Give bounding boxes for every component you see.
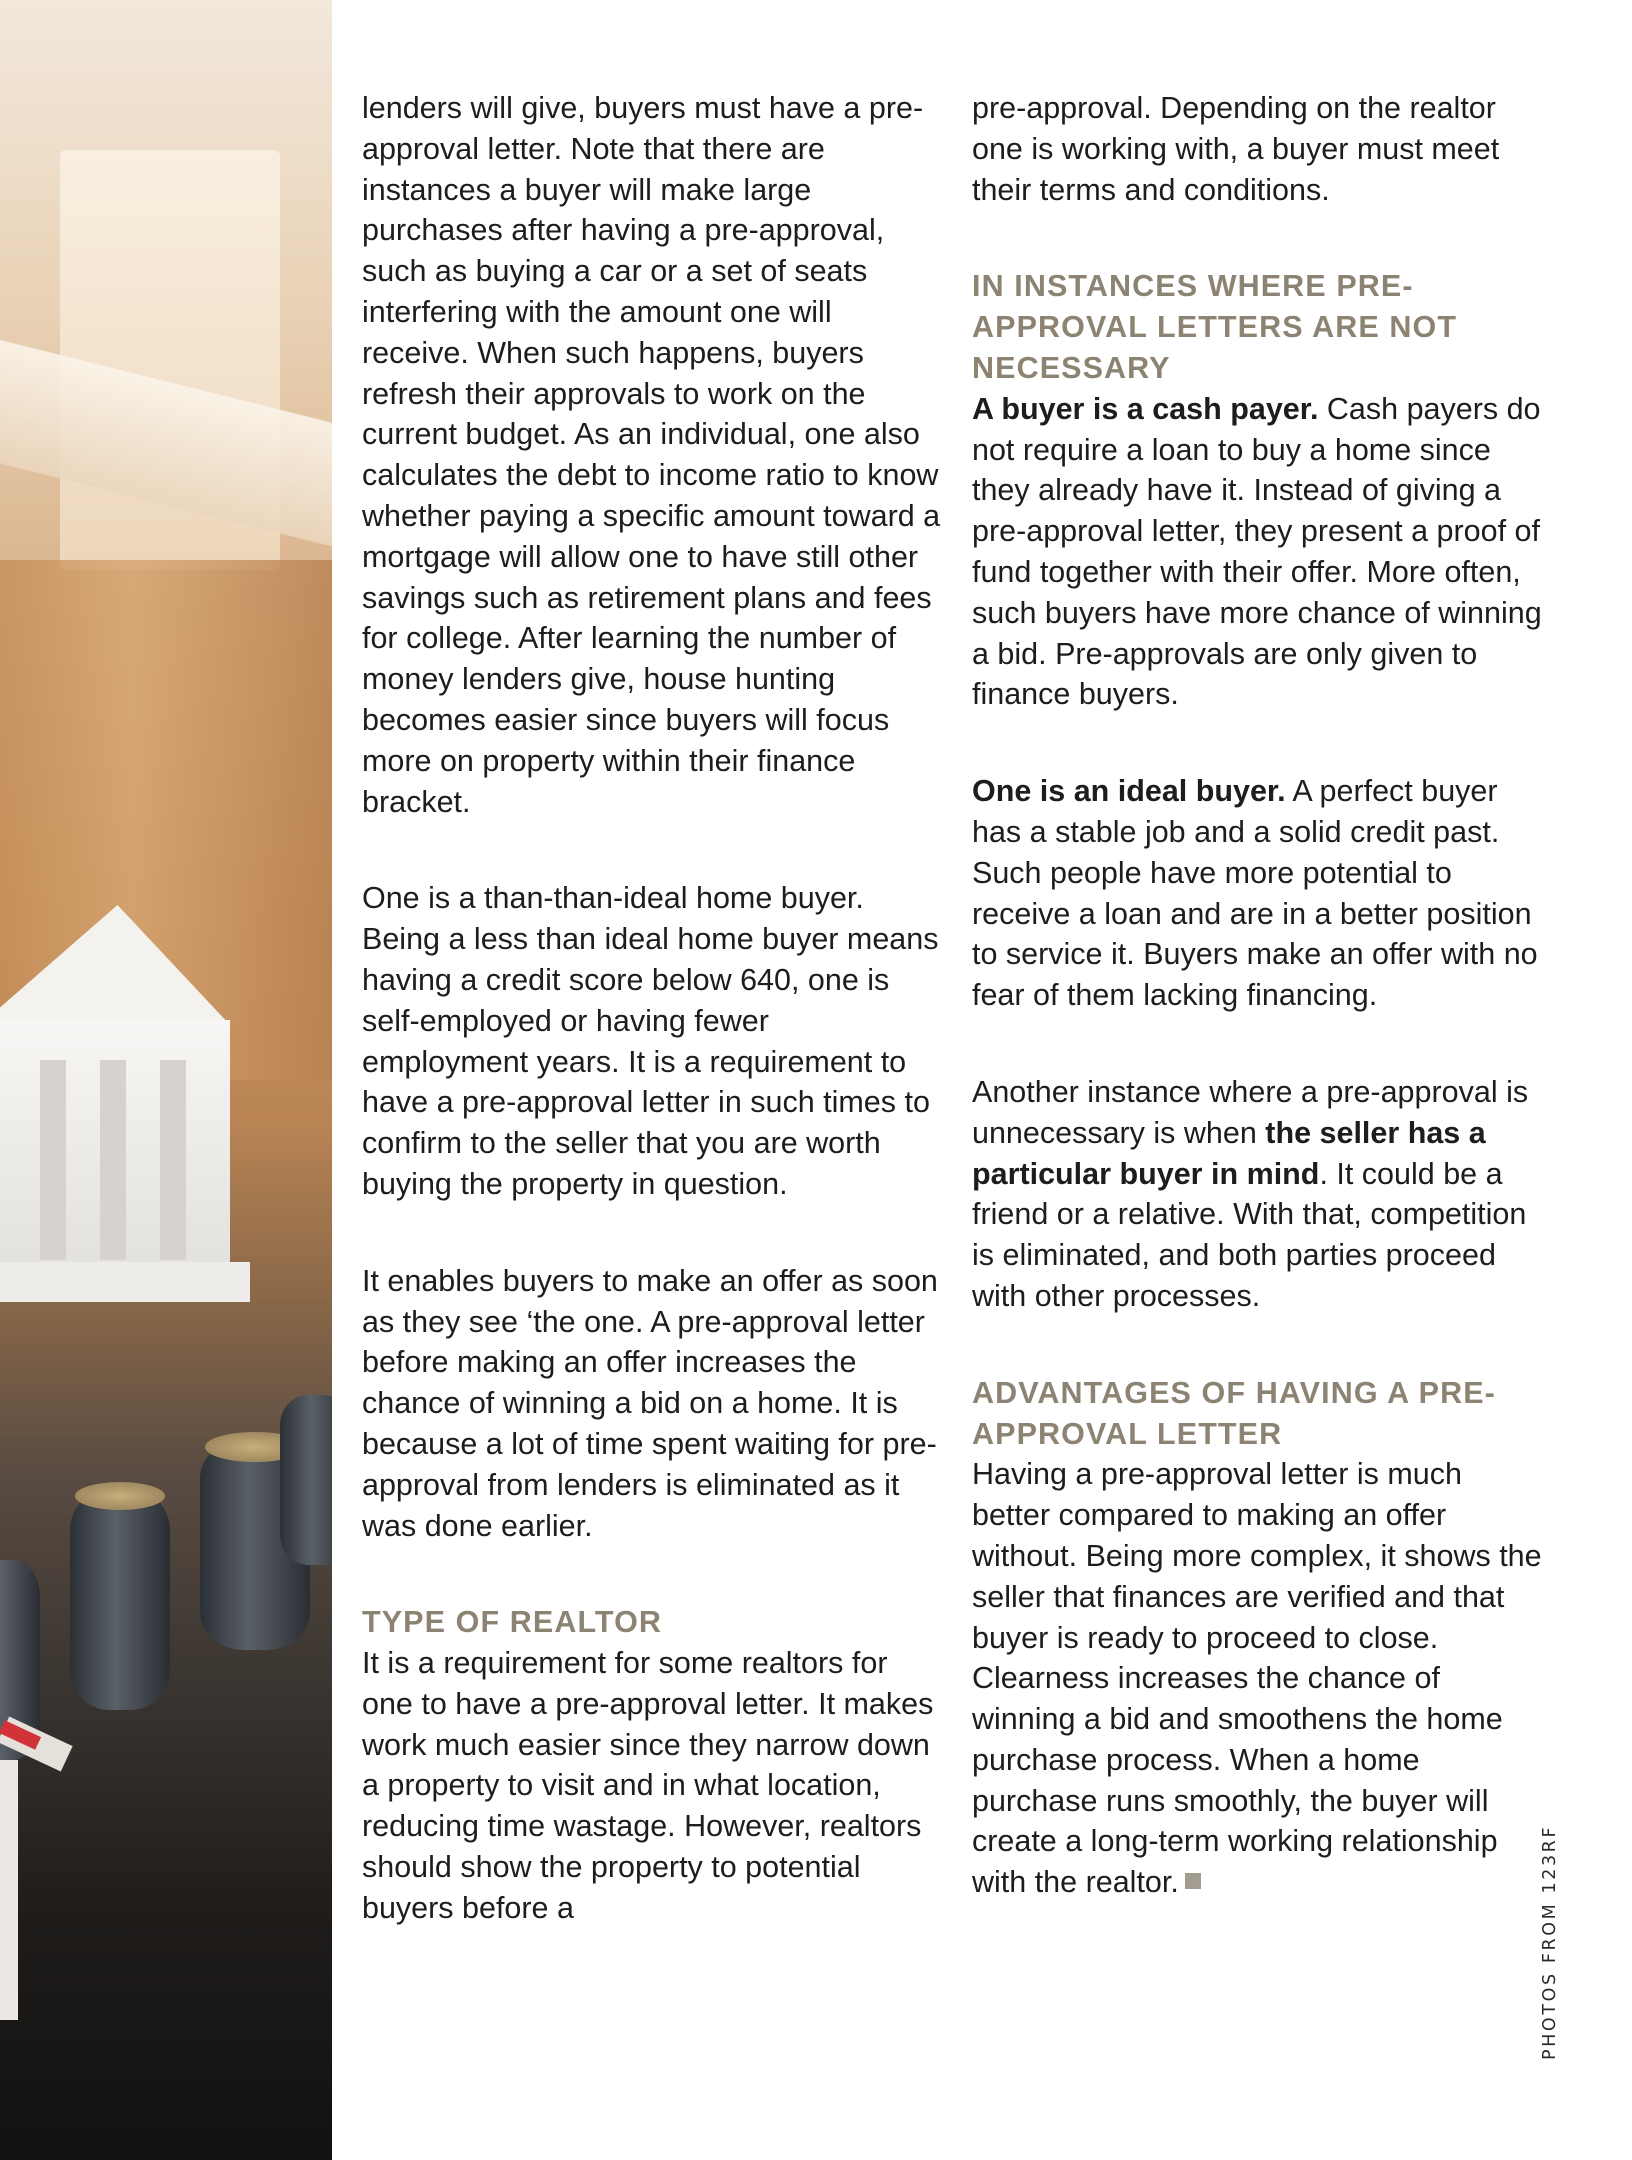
heading-pre-approval-not-necessary: IN INSTANCES WHERE PRE-APPROVAL LETTERS ARE NOT NECESSARY [972, 269, 1458, 385]
text-particular-buyer-start: Another instance where a pre-approval is unnecessary is when [972, 1074, 1529, 1150]
lead-cash-payer: A buyer is a cash payer. [972, 391, 1319, 426]
photo-credit: PHOTOS FROM 123RF [1540, 1824, 1560, 2060]
text-particular-buyer-rest: . It could be a friend or a relative. With that, competition is eliminated, and both parties proceed with other processes. [972, 1156, 1527, 1313]
article-photo-house-coins [0, 0, 332, 2160]
text-cash-payer: Cash payers do not require a loan to buy a home since they already have it. Instead of giving a pre-approval letter, they present a proof of fund together with their offer. More often, such buyers have more chance of winning a bid. Pre-approvals are only given to finance buyers. [972, 391, 1542, 712]
article-left-column [362, 88, 942, 1929]
paragraph-ideal-buyer [972, 771, 1547, 1016]
paragraph-cash-payer [972, 389, 1547, 715]
paragraph-particular-buyer [972, 1072, 1547, 1317]
paragraph-advantages [972, 1454, 1547, 1903]
paragraph-lenders: lenders will give, buyers must have a pre-approval letter. Note that there are instances a buyer will make large purchases after having a pre-approval, such as buying a car or a set of seats interfering with the amount one will receive. When such happens, buyers refresh their approvals to work on the current budget. As an individual, one also calculates the debt to income ratio to know whether paying a specific amount toward a mortgage will allow one to have still other savings such as retirement plans and fees for college. After learning the number of money lenders give, house hunting becomes easier since buyers will focus more on property within their finance bracket. [362, 91, 941, 819]
paragraph-make-offer: It enables buyers to make an offer as soon as they see ‘the one. A pre-approval letter before making an offer increases the chance of winning a bid on a home. It is because a lot of time spent waiting for pre-approval from lenders is eliminated as it was done earlier. [362, 1263, 938, 1543]
lead-ideal-buyer: One is an ideal buyer. [972, 774, 1286, 809]
paragraph-realtor: It is a requirement for some realtors for one to have a pre-approval letter. It makes work much easier since they narrow down a property to visit and in what location, reducing time wastage. However, realtors should show the property to potential buyers before a [362, 1646, 934, 1925]
heading-advantages: ADVANTAGES OF HAVING A PRE-APPROVAL LETTER [972, 1375, 1496, 1451]
paragraph-terms: pre-approval. Depending on the realtor one is working with, a buyer must meet their terms and conditions. [972, 91, 1500, 207]
lead-particular-buyer: the seller has a particular buyer in mind [972, 1115, 1486, 1191]
text-ideal-buyer: A perfect buyer has a stable job and a solid credit past. Such people have more potential to receive a loan and are in a better position to service it. Buyers make an offer with no fear of them lacking financing. [972, 774, 1538, 1013]
paragraph-less-than-ideal-buyer: One is a than-than-ideal home buyer. Being a less than ideal home buyer means having a credit score below 640, one is self-employed or having fewer employment years. It is a requirement to have a pre-approval letter in such times to confirm to the seller that you are worth buying the property in question. [362, 881, 939, 1201]
text-advantages: Having a pre-approval letter is much better compared to making an offer without. Being more complex, it shows the seller that finances are verified and that buyer is ready to proceed to close. Clearness increases the chance of winning a bid and smoothens the home purchase process. When a home purchase runs smoothly, the buyer will create a long-term working relationship with the realtor. [972, 1457, 1542, 1900]
article-right-column [972, 88, 1547, 1903]
end-of-article-mark [1185, 1873, 1201, 1889]
heading-type-of-realtor: TYPE OF REALTOR [362, 1605, 663, 1640]
